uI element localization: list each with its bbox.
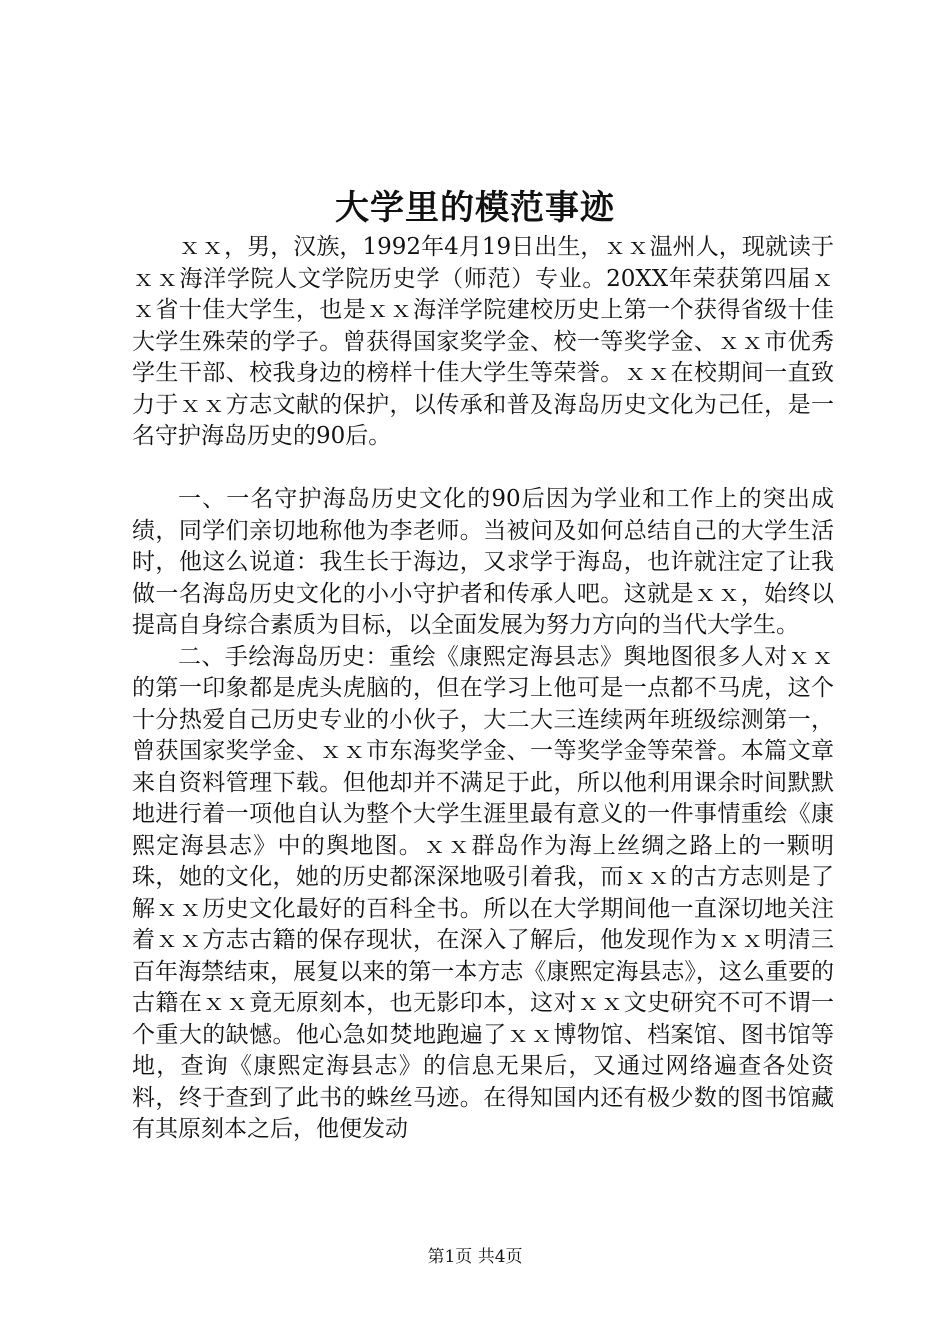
document-body: [132, 232, 834, 1146]
paragraph-intro: ｘｘ，男，汉族，1992年4月19日出生，ｘｘ温州人，现就读于ｘｘ海洋学院人文学院历史学（师范）专业。20XX年荣获第四届ｘｘ省十佳大学生，也是ｘｘ海洋学院建校历史上第一个获得省级十佳大学生殊荣的学子。曾获得国家奖学金、校一等奖学金、ｘｘ市优秀学生干部、校我身边的榜样十佳大学生等荣誉。ｘｘ在校期间一直致力于ｘｘ方志文献的保护，以传承和普及海岛历史文化为己任，是一名守护海岛历史的90后。: [132, 234, 834, 449]
page-number-footer: 第1页 共4页: [427, 1247, 523, 1267]
paragraph-section-1: 一、一名守护海岛历史文化的90后因为学业和工作上的突出成绩，同学们亲切地称他为李老师。当被问及如何总结自己的大学生活时，他这么说道：我生长于海边，又求学于海岛，也许就注定了让我做一名海岛历史文化的小小守护者和传承人吧。这就是ｘｘ，始终以提高自身综合素质为目标，以全面发展为努力方向的当代大学生。: [132, 486, 834, 638]
document-title: 大学里的模范事迹: [335, 188, 615, 228]
paragraph-section-2: 二、手绘海岛历史：重绘《康熙定海县志》舆地图很多人对ｘｘ的第一印象都是虎头虎脑的，但在学习上他可是一点都不马虎，这个十分热爱自己历史专业的小伙子，大二大三连续两年班级综测第一，曾获国家奖学金、ｘｘ市东海奖学金、一等奖学金等荣誉。本篇文章来自资料管理下载。但他却并不满足于此，所以他利用课余时间默默地进行着一项他自认为整个大学生涯里最有意义的一件事情重绘《康熙定海县志》中的舆地图。ｘｘ群岛作为海上丝绸之路上的一颗明珠，她的文化，她的历史都深深地吸引着我，而ｘｘ的古方志则是了解ｘｘ历史文化最好的百科全书。所以在大学期间他一直深切地关注着ｘｘ方志古籍的保存现状，在深入了解后，他发现作为ｘｘ明清三百年海禁结束，展复以来的第一本方志《康熙定海县志》，这么重要的古籍在ｘｘ竟无原刻本，也无影印本，这对ｘｘ文史研究不可不谓一个重大的缺憾。他心急如焚地跑遍了ｘｘ博物馆、档案馆、图书馆等地，查询《康熙定海县志》的信息无果后，又通过网络遍查各处资料，终于查到了此书的蛛丝马迹。在得知国内还有极少数的图书馆藏有其原刻本之后，他便发动: [132, 643, 834, 1142]
